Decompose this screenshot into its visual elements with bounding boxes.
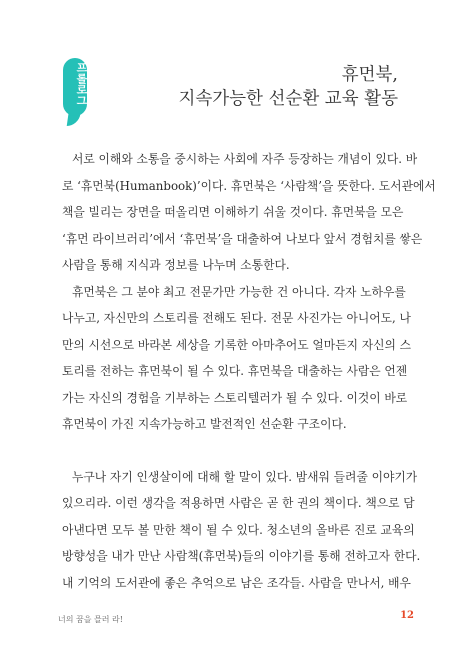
text-line: 방향성을 내가 만난 사람책(휴먼북)들의 이야기를 통해 전하고자 한다. [62,549,421,563]
text-line: 만의 시선으로 바라본 세상을 기록한 아마추어도 얼마든지 자신의 스 [62,337,412,352]
running-footer-title: 너의 꿈을 믈러 라! [58,615,123,624]
text-line: 로 ‘휴먼북(Humanbook)’이다. 휴먼북은 ‘사람책’을 뜻한다. 도서관에서 [62,178,436,193]
text-line: 휴먼북은 그 분야 최고 전문가만 가능한 건 아니다. 각자 노하우를 [72,284,406,299]
paragraph-1 [62,146,436,279]
paragraph-gap [62,438,400,464]
paragraph-3 [62,464,421,597]
text-line: 가는 자신의 경험을 기부하는 스토리텔러가 될 수 있다. 이것이 바로 [62,390,408,405]
chapter-title [178,63,398,111]
text-line: 책을 빌리는 장면을 떠올리면 이해하기 쉬울 것이다. 휴먼북을 모은 [62,205,404,219]
text-line: 누구나 자기 인생살이에 대해 할 말이 있다. 밤새워 들려줄 이야기가 [72,469,418,484]
body-text [62,146,436,596]
text-line: 아낸다면 모두 볼 만한 책이 될 수 있다. 청소년의 올바른 진로 교육의 [62,522,415,537]
text-line: 있으리라. 이런 생각을 적용하면 사람은 곧 한 권의 책이다. 책으로 담 [62,496,415,510]
chapter-title-line-1: 휴먼북, [341,65,398,85]
text-line: 서로 이해와 소통을 중시하는 사회에 자주 등장하는 개념이 있다. 바 [72,152,418,166]
text-line: 토리를 전하는 휴먼북이 될 수 있다. 휴먼북을 대출하는 사람은 언젠 [62,364,408,378]
chapter-title-line-2: 지속가능한 선순환 교육 활동 [178,89,398,109]
text-line: 내 기억의 도서관에 좋은 추억으로 남은 조각들. 사람을 만나서, 배우 [62,575,411,590]
text-line: 휴먼북이 가진 지속가능하고 발전적인 선순환 구조이다. [62,417,347,431]
paragraph-2 [62,279,412,438]
page-number: 12 [400,610,414,621]
text-line: ‘휴먼 라이브러리’에서 ‘휴먼북’을 대출하여 나보다 앞서 경험치를 쌓은 [62,231,423,246]
text-line: 나누고, 자신만의 스토리를 전해도 된다. 전문 사진가는 아니어도, 나 [62,311,411,325]
section-tab-label: 프롤로그 [75,62,88,106]
text-line: 사람을 통해 지식과 정보를 나누며 소통한다. [62,258,290,272]
